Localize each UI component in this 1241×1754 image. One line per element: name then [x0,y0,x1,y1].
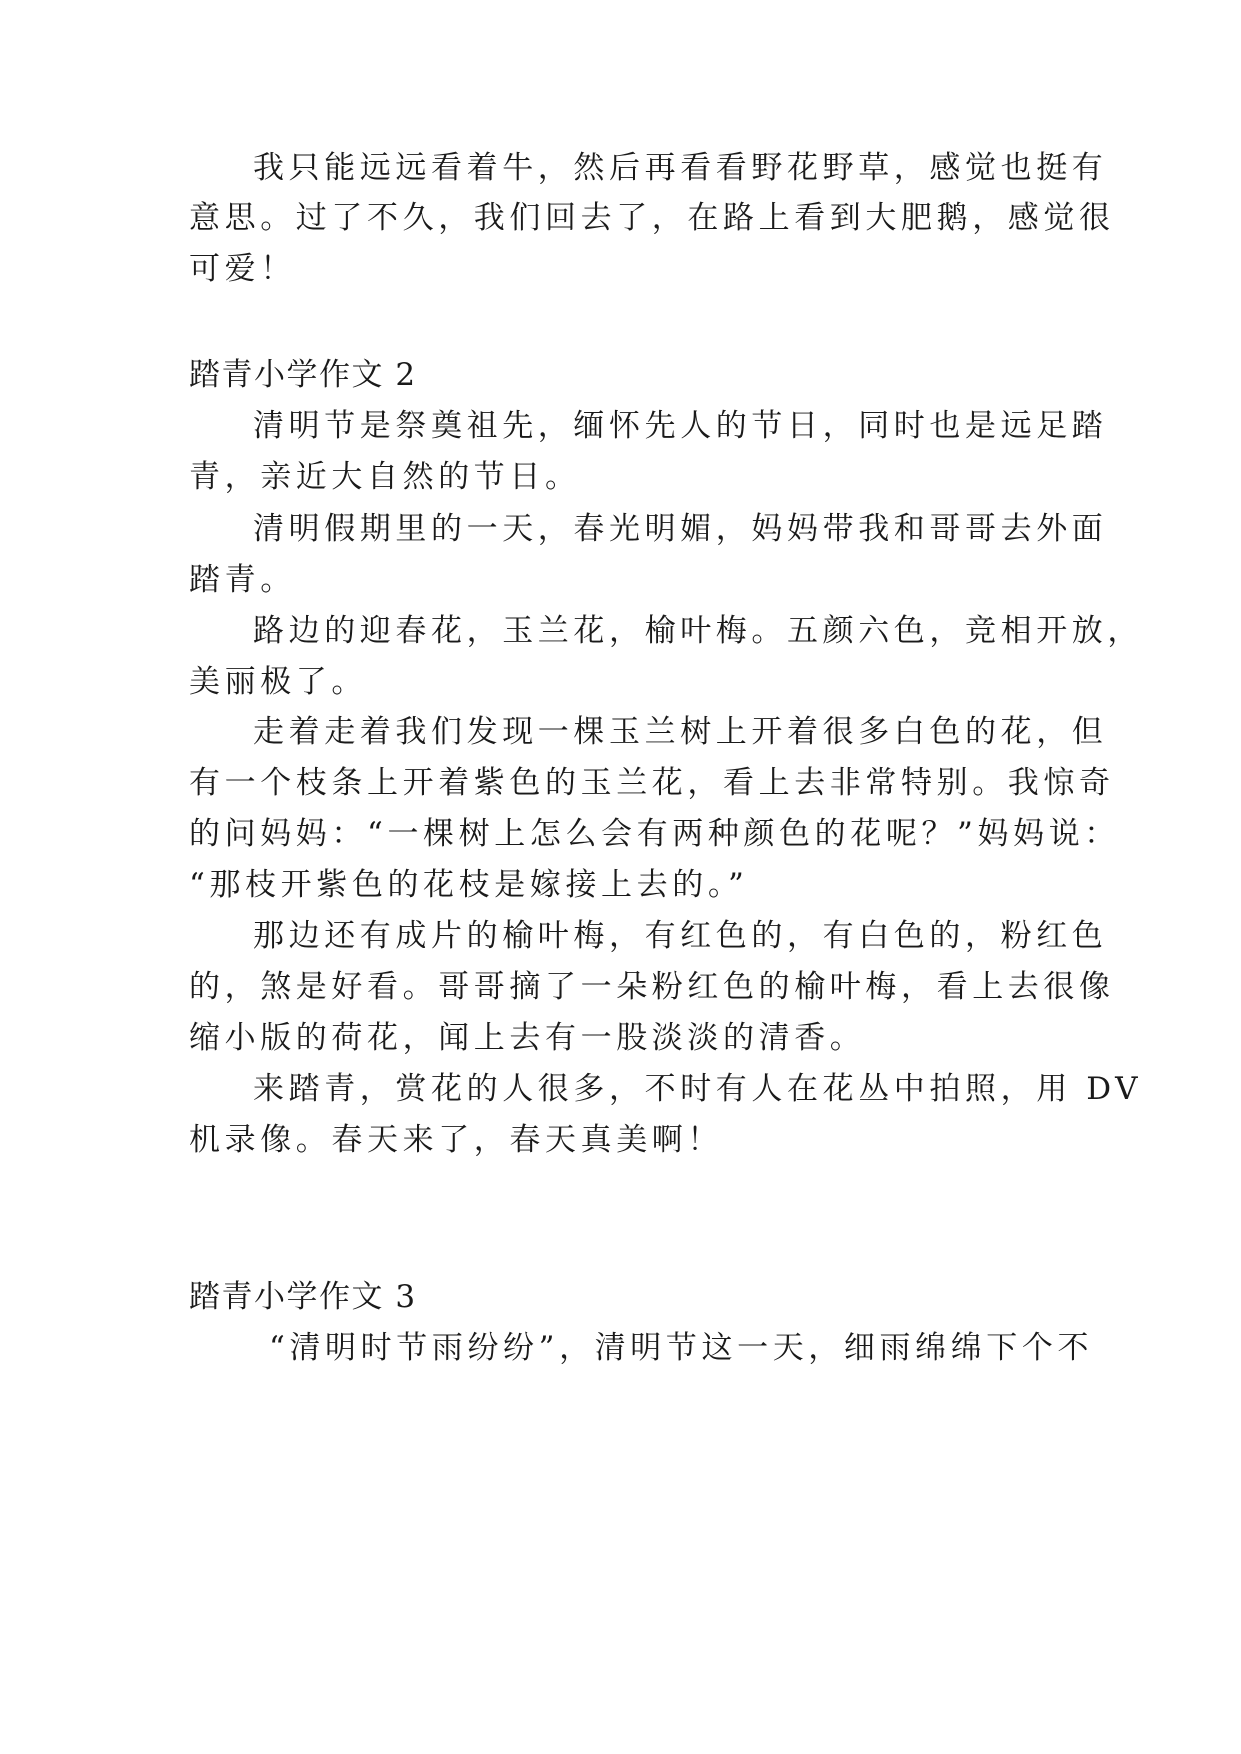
essay1-line-2: 意思。过了不久，我们回去了，在路上看到大肥鹅，感觉很 [189,200,1115,236]
essay2-p4-line-1: 走着走着我们发现一棵玉兰树上开着很多白色的花，但 [253,714,1108,750]
essay2-p6-line-2: 机录像。春天来了，春天真美啊！ [189,1122,723,1158]
essay3-p1-line-1: “清明时节雨纷纷”，清明节这一天，细雨绵绵下个不 [269,1330,1094,1366]
essay2-p5-line-3: 缩小版的荷花，闻上去有一股淡淡的清香。 [189,1020,866,1056]
essay2-p5-line-2: 的，煞是好看。哥哥摘了一朵粉红色的榆叶梅，看上去很像 [189,969,1115,1005]
essay2-title: 踏青小学作文 2 [189,357,417,393]
essay2-p2-line-1: 清明假期里的一天，春光明媚，妈妈带我和哥哥去外面 [253,511,1108,547]
essay2-p1-line-1: 清明节是祭奠祖先，缅怀先人的节日，同时也是远足踏 [253,408,1108,444]
essay2-p5-line-1: 那边还有成片的榆叶梅，有红色的，有白色的，粉红色 [253,918,1108,954]
essay2-p2-line-2: 踏青。 [189,562,296,598]
essay2-p3-line-1: 路边的迎春花，玉兰花，榆叶梅。五颜六色，竞相开放， [253,613,1143,649]
essay3-title: 踏青小学作文 3 [189,1279,417,1315]
essay2-p1-line-2: 青，亲近大自然的节日。 [189,459,581,495]
essay2-p3-line-2: 美丽极了。 [189,664,367,700]
essay2-p6-line-1: 来踏青，赏花的人很多，不时有人在花丛中拍照，用 DV [253,1071,1143,1107]
essay1-line-1: 我只能远远看着牛，然后再看看野花野草，感觉也挺有 [253,150,1108,186]
essay2-p4-line-4: “那枝开紫色的花枝是嫁接上去的。” [189,867,749,903]
essay2-p4-line-3: 的问妈妈：“一棵树上怎么会有两种颜色的花呢？”妈妈说： [189,816,1120,852]
essay1-line-3: 可爱！ [189,251,296,287]
essay2-p4-line-2: 有一个枝条上开着紫色的玉兰花，看上去非常特别。我惊奇 [189,765,1115,801]
